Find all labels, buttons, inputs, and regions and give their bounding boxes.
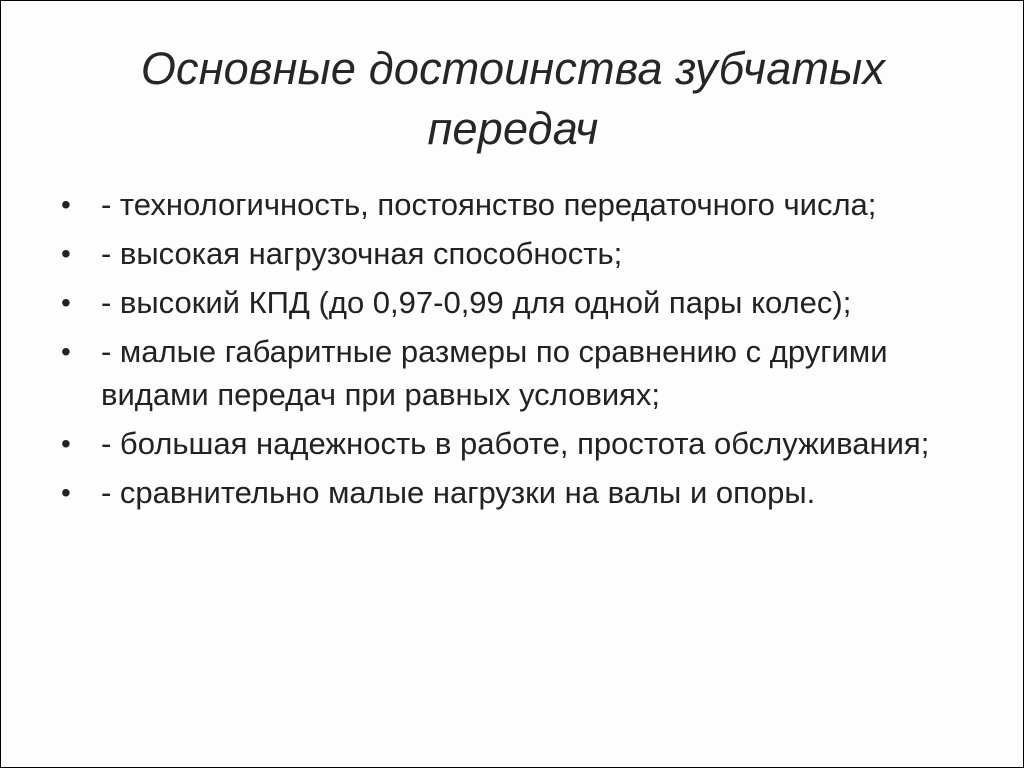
bullet-icon: • [61,189,71,220]
bullet-item [61,232,991,275]
bullet-text: - высокая нагрузочная способность; [101,236,623,271]
bullet-text: - малые габаритные размеры по сравнению с другими видами передач при равных условиях; [101,334,888,412]
bullet-item [61,281,991,324]
bullet-icon: • [61,477,71,508]
bullet-text: - сравнительно малые нагрузки на валы и опоры. [101,475,816,510]
bullet-item [61,471,991,514]
bullet-text: - большая надежность в работе, простота обслуживания; [101,426,930,461]
bullet-item [61,330,991,416]
slide-title: Основные достоинства зубчатых передач [140,43,886,154]
bullet-text: - высокий КПД (до 0,97-0,99 для одной пары колес); [101,285,852,320]
bullet-item [61,183,991,226]
bullet-icon: • [61,428,71,459]
bullet-icon: • [61,287,71,318]
bullet-icon: • [61,238,71,269]
bullet-text: - технологичность, постоянство передаточного числа; [101,187,877,222]
bullet-list [61,183,991,520]
bullet-item [61,422,991,465]
bullet-icon: • [61,336,71,367]
